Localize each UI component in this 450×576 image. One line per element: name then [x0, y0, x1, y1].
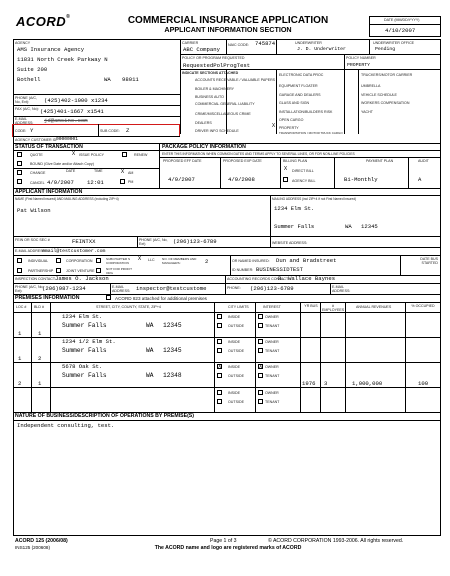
row2-outside-label: OUTSIDE: [228, 349, 244, 353]
footer-page: Page 1 of 3: [210, 538, 237, 544]
cust-label: AGENCY CUSTOMER ID:: [15, 138, 58, 142]
sec-col2-item: GLASS AND SIGN: [279, 101, 310, 105]
col-loc: LOC #: [16, 305, 27, 309]
exp-value[interactable]: 4/9/2008: [228, 176, 255, 183]
sec-col1-item: BOILER & MACHINERY: [195, 87, 235, 91]
row1-tenant-checkbox[interactable]: [258, 323, 263, 328]
carrier-label: CARRIER: [182, 41, 199, 45]
cancel-checkbox[interactable]: [17, 179, 22, 184]
row2-inside-checkbox[interactable]: [217, 339, 222, 344]
row4-tenant-label: TENANT: [265, 400, 280, 404]
row2-inside-label: INSIDE: [228, 340, 240, 344]
sec-col2-item: OPEN CARGO: [279, 118, 304, 122]
col-limits: CITY LIMITS: [228, 305, 249, 309]
row3-rev[interactable]: 1,000,000: [352, 380, 383, 387]
individual-checkbox[interactable]: [17, 258, 22, 263]
col-street: STREET, CITY, COUNTY, STATE, ZIP+4: [96, 305, 161, 309]
sec-col1-item: ACCOUNTS RECEIVABLE / VALUABLE PAPERS: [195, 78, 276, 82]
agency-bill-label: AGENCY BILL: [292, 179, 316, 183]
col-revenues: ANNUAL REVENUES: [356, 305, 392, 309]
partnership-checkbox[interactable]: [17, 268, 22, 273]
row2-street[interactable]: 1234 1/2 Elm St.: [62, 338, 116, 345]
eff-value[interactable]: 4/9/2007: [168, 176, 195, 183]
agency-cust[interactable]: 00000001: [56, 137, 79, 142]
logo-reg-mark: ®: [66, 14, 71, 20]
agency-city[interactable]: Bothell: [17, 76, 41, 83]
footer-ins-id: INS125 (200608): [15, 545, 50, 550]
col-bld: BLD #: [34, 305, 44, 309]
corporation-label: CORPORATION: [66, 259, 93, 263]
billing-label: BILLING PLAN: [283, 159, 308, 163]
row4-outside-label: OUTSIDE: [228, 400, 244, 404]
acord-823-label: ACORD 823 attached for additional premises: [115, 296, 207, 301]
subchapter-checkbox[interactable]: [96, 258, 101, 263]
sec-col2-item: TRANSPORTATION / MOTOR TRUCK CARGO: [279, 131, 343, 135]
individual-label: INDIVIDUAL: [28, 259, 49, 263]
renew-checkbox[interactable]: [122, 152, 127, 157]
row1-city[interactable]: Summer Falls: [62, 322, 107, 329]
row3-state[interactable]: WA: [146, 372, 154, 379]
partnership-label: PARTNERSHIP: [28, 269, 54, 273]
insp-phone-label: PHONE (A/C, No, Ext):: [15, 285, 44, 293]
nature-text[interactable]: Independent consulting, test.: [17, 422, 115, 429]
audit-value[interactable]: A: [418, 176, 422, 183]
fein-value[interactable]: FEINTXX: [72, 238, 96, 245]
payment-label: PAYMENT PLAN: [366, 159, 394, 163]
row3-outside-checkbox[interactable]: [217, 373, 222, 378]
insp-label: INSPECTION CONTACT:: [15, 277, 56, 281]
row1-street[interactable]: 1234 Elm St.: [62, 313, 103, 320]
dba-value[interactable]: Dun and Bradstreet: [276, 257, 337, 264]
row1-zip[interactable]: 12345: [163, 322, 182, 329]
fein-label: FEIN OR SOC SEC #: [15, 238, 50, 242]
row3-yrs[interactable]: 1976: [302, 380, 316, 387]
agency-bill-checkbox[interactable]: [283, 177, 288, 182]
row3-tenant-checkbox[interactable]: [258, 373, 263, 378]
acct-value[interactable]: B. Wallace Baynes: [278, 275, 336, 282]
eff-label: PROPOSED EFF DATE: [163, 159, 202, 163]
acord-823-checkbox[interactable]: [106, 295, 111, 300]
bound-checkbox[interactable]: [17, 161, 22, 166]
row1-outside-label: OUTSIDE: [228, 324, 244, 328]
applicant-email[interactable]: email@testcustomer.com: [42, 249, 106, 254]
agency-name[interactable]: AMS Insurance Agency: [17, 46, 85, 53]
applicant-name-label: NAME (First Named Insured) AND MAILING ADDRESS (including ZIP+4): [15, 197, 119, 201]
date-value[interactable]: 4/10/2007: [385, 27, 416, 34]
row3-street[interactable]: 5678 Oak St.: [62, 363, 103, 370]
agency-email-label: E-MAIL ADDRESS:: [15, 117, 34, 125]
footer-trademark: The ACORD name and logo are registered marks of ACORD: [154, 545, 302, 551]
website-label: WEBSITE ADDRESS:: [272, 241, 308, 245]
mailing-addr1[interactable]: 1234 Elm St.: [274, 205, 315, 212]
naic-value[interactable]: 745874: [255, 40, 276, 47]
form-title: COMMERCIAL INSURANCE APPLICATION: [127, 15, 329, 26]
acord-logo: [16, 14, 70, 29]
row3-bld[interactable]: 1: [38, 380, 42, 387]
sections-label: INDICATE SECTIONS ATTACHED: [182, 71, 239, 75]
agency-phone-label: PHONE (A/C, No, Ext):: [15, 96, 37, 104]
row3-owner-label: OWNER: [265, 365, 279, 369]
insp-email-label: E-MAIL ADDRESS:: [112, 285, 131, 293]
acct-phone[interactable]: (206)123-6789: [250, 285, 294, 292]
row1-owner-checkbox[interactable]: [258, 314, 263, 319]
col-yrs: YR BUS: [304, 304, 318, 308]
row2-owner-label: OWNER: [265, 340, 279, 344]
llc-label: LLC: [148, 258, 155, 262]
nature-heading: NATURE OF BUSINESS/DESCRIPTION OF OPERATIONS BY PREMISE(S): [15, 413, 194, 419]
footer-form-id: ACORD 125 (2006/08): [15, 538, 68, 544]
row3-inside-checkbox[interactable]: X: [218, 364, 222, 370]
applicant-email-label: E-MAIL ADDRESS:: [15, 249, 47, 253]
row3-city[interactable]: Summer Falls: [62, 372, 107, 379]
direct-bill-checkbox[interactable]: X: [283, 166, 288, 172]
row1-state[interactable]: WA: [146, 322, 154, 329]
logo-text: ACORD: [16, 14, 67, 29]
row3-loc[interactable]: 2: [18, 380, 22, 387]
acct-phone-label: PHONE:: [227, 286, 241, 290]
row1-owner-label: OWNER: [265, 315, 279, 319]
direct-bill-label: DIRECT BILL: [292, 169, 314, 173]
sec-col3-item: YACHT: [361, 110, 373, 114]
insp-phone[interactable]: (206)987-1234: [42, 285, 86, 292]
applicant-phone[interactable]: (206)123-6789: [173, 238, 217, 245]
sec-col2-item: GARAGE AND DEALERS: [279, 93, 321, 97]
subchapter-label: SUBCHAPTER S CORPORATION: [106, 257, 131, 265]
mailing-label: MAILING ADDRESS (incl ZIP+4 if not First Named Insured): [272, 197, 357, 201]
policy-num-label: POLICY NUMBER: [346, 56, 376, 60]
sec-col3-item: VEHICLE SCHEDULE: [361, 93, 397, 97]
insp-email[interactable]: inspector@testcustome: [136, 285, 207, 292]
row1-bld[interactable]: 1: [38, 330, 42, 337]
members-value[interactable]: 2: [205, 258, 209, 265]
row4-owner-checkbox[interactable]: [258, 390, 263, 395]
row3-owner-checkbox[interactable]: X: [259, 364, 263, 370]
mailing-city[interactable]: Summer Falls: [274, 223, 315, 230]
time-col-label: TIME: [94, 169, 103, 173]
sec-col3-item: TRUCKERS/MOTOR CARRIER: [361, 73, 413, 77]
agency-fax-label: FAX (A/C, No):: [15, 107, 39, 111]
payment-value[interactable]: Bi-Monthly: [344, 176, 378, 183]
form-subtitle: APPLICANT INFORMATION SECTION: [164, 25, 292, 34]
joint-venture-checkbox[interactable]: [56, 268, 61, 273]
audit-label: AUDIT: [418, 159, 429, 163]
row4-tenant-checkbox[interactable]: [258, 399, 263, 404]
sec-col2-item: EQUIPMENT FLOATER: [279, 84, 318, 88]
insp-value[interactable]: James O. Jackson: [55, 275, 109, 282]
am-checkbox[interactable]: X: [120, 169, 125, 175]
row3-occ[interactable]: 100: [418, 380, 429, 387]
agency-zip[interactable]: 98011: [122, 76, 139, 83]
agency-code[interactable]: Y: [30, 127, 34, 134]
row2-outside-checkbox[interactable]: [217, 348, 222, 353]
naic-label: NAIC CODE:: [228, 43, 249, 47]
row1-outside-checkbox[interactable]: [217, 323, 222, 328]
policy-num-value[interactable]: PROPERTY: [347, 63, 371, 68]
change-label: CHANGE: [30, 171, 46, 175]
row2-loc[interactable]: 1: [18, 355, 22, 362]
mailing-zip[interactable]: 12345: [361, 223, 378, 230]
sec-col2-item: ELECTRONIC DATA PROC: [279, 73, 324, 77]
agency-label: AGENCY: [15, 41, 31, 45]
sec-col3-item: WORKERS COMPENSATION: [361, 101, 410, 105]
agency-addr2[interactable]: Suite 200: [17, 66, 48, 73]
footer-copyright: © ACORD CORPORATION 1993-2006. All rights reserved.: [268, 538, 404, 544]
date-label: DATE (MM/DD/YYYY): [384, 18, 420, 22]
row3-outside-label: OUTSIDE: [228, 374, 244, 378]
row2-tenant-checkbox[interactable]: [258, 348, 263, 353]
subcode-label: SUB CODE:: [100, 129, 120, 133]
row2-state[interactable]: WA: [146, 347, 154, 354]
pm-checkbox[interactable]: [120, 179, 125, 184]
row3-inside-label: INSIDE: [228, 365, 240, 369]
row4-outside-checkbox[interactable]: [217, 399, 222, 404]
cancel-date[interactable]: 4/9/2007: [47, 179, 74, 186]
sec-col3-item: UMBRELLA: [361, 84, 381, 88]
row4-inside-checkbox[interactable]: [217, 390, 222, 395]
underwriter-value[interactable]: J. D. Underwriter: [297, 47, 346, 52]
row1-tenant-label: TENANT: [265, 324, 280, 328]
row3-tenant-label: TENANT: [265, 374, 280, 378]
members-label: NO. OF MEMBERS AND MANAGERS:: [162, 257, 197, 265]
dba-label: OR NAMED INSURED:: [232, 259, 270, 263]
agency-phone[interactable]: (425)402-1000 x1234: [44, 97, 108, 104]
col-interest: INTEREST: [263, 305, 281, 309]
row2-zip[interactable]: 12345: [163, 347, 182, 354]
sec-col1-item: DEALERS: [195, 121, 212, 125]
row4-owner-label: OWNER: [265, 391, 279, 395]
row2-city[interactable]: Summer Falls: [62, 347, 107, 354]
issue-checkbox[interactable]: X: [71, 151, 76, 157]
col-occupied: % OCCUPIED: [411, 304, 435, 308]
nfp-checkbox[interactable]: [96, 268, 101, 273]
exp-label: PROPOSED EXP DATE: [223, 159, 262, 163]
row2-owner-checkbox[interactable]: [258, 339, 263, 344]
row2-bld[interactable]: 2: [38, 355, 42, 362]
corporation-checkbox[interactable]: [56, 258, 61, 263]
agency-subcode[interactable]: Z: [126, 127, 130, 134]
agency-fax[interactable]: (425)401-1667 x1541: [40, 108, 104, 115]
policy-value[interactable]: RequestedPolProgTest: [183, 62, 251, 69]
property-checkbox[interactable]: X: [271, 123, 276, 129]
joint-venture-label: JOINT VENTURE: [66, 269, 95, 273]
change-checkbox[interactable]: [17, 170, 22, 175]
nfp-label: NOT FOR PROFIT ORG: [106, 267, 133, 275]
quote-label: QUOTE: [30, 153, 43, 157]
mailing-state[interactable]: WA: [345, 223, 352, 230]
row2-tenant-label: TENANT: [265, 349, 280, 353]
num-value[interactable]: BUSINESSIDTEST: [256, 266, 303, 273]
num-label: ID NUMBER:: [232, 268, 254, 272]
sec-col1-item: BUSINESS AUTO: [195, 95, 224, 99]
uw-office-value[interactable]: Pending: [375, 47, 396, 52]
cancel-time[interactable]: 12:01: [87, 179, 104, 186]
agency-email[interactable]: jd@amsinc.com: [44, 117, 88, 124]
sec-col1-item: CRIME/MISCELLANEOUS CRIME: [195, 112, 251, 116]
agency-state[interactable]: WA: [104, 76, 111, 83]
applicant-heading: APPLICANT INFORMATION: [15, 189, 83, 195]
carrier-name[interactable]: ABC Company: [183, 46, 220, 53]
date-col-label: DATE: [66, 169, 76, 173]
quote-checkbox[interactable]: [17, 152, 22, 157]
row4-inside-label: INSIDE: [228, 391, 240, 395]
row1-inside-label: INSIDE: [228, 315, 240, 319]
started-label: DATE BUS STARTED: [420, 257, 438, 265]
applicant-name[interactable]: Pat Wilson: [17, 207, 51, 214]
issue-label: ISSUE POLICY: [79, 153, 104, 157]
package-note: ENTER THIS INFORMATION WHEN COMMON DATES AND TERMS APPLY TO SEVERAL LINES, OR FOR NON-LINE POLICIES: [162, 152, 355, 156]
transaction-heading: STATUS OF TRANSACTION: [15, 144, 83, 150]
llc-checkbox[interactable]: X: [137, 256, 142, 262]
row1-inside-checkbox[interactable]: [217, 314, 222, 319]
premises-heading: PREMISES INFORMATION: [15, 295, 80, 301]
row1-loc[interactable]: 1: [18, 330, 22, 337]
agency-addr1[interactable]: 11831 North Creek Parkway N: [17, 56, 108, 63]
underwriter-label: UNDERWRITER: [295, 41, 322, 45]
code-label: CODE:: [15, 129, 27, 133]
uw-office-label: UNDERWRITER OFFICE: [373, 41, 415, 45]
package-heading: PACKAGE POLICY INFORMATION: [162, 144, 246, 150]
acct-email-label: E-MAIL ADDRESS:: [332, 285, 351, 293]
sec-col2-item: PROPERTY: [279, 126, 299, 130]
acct-label: ACCOUNTING RECORDS CONTACT:: [227, 277, 289, 281]
applicant-phone-label: PHONE (A/C, No, Ext): [139, 238, 168, 246]
pm-label: PM: [128, 180, 134, 184]
sec-col2-item: INSTALLATION/BUILDERS RISK: [279, 110, 333, 114]
col-employees: # EMPLOYEES: [322, 304, 345, 312]
row3-emp[interactable]: 3: [324, 380, 328, 387]
sec-col1-item: DRIVER INFO SCHEDULE: [195, 129, 239, 133]
row3-zip[interactable]: 12348: [163, 372, 182, 379]
bound-label: BOUND (Give Date and/or Attach Copy): [30, 162, 94, 166]
policy-label: POLICY OR PROGRAM REQUESTED: [182, 56, 245, 60]
am-label: AM: [128, 171, 134, 175]
renew-label: RENEW: [134, 153, 148, 157]
cancel-label: CANCEL: [30, 181, 45, 185]
sec-col1-item: COMMERCIAL GENERAL LIABILITY: [195, 102, 255, 106]
